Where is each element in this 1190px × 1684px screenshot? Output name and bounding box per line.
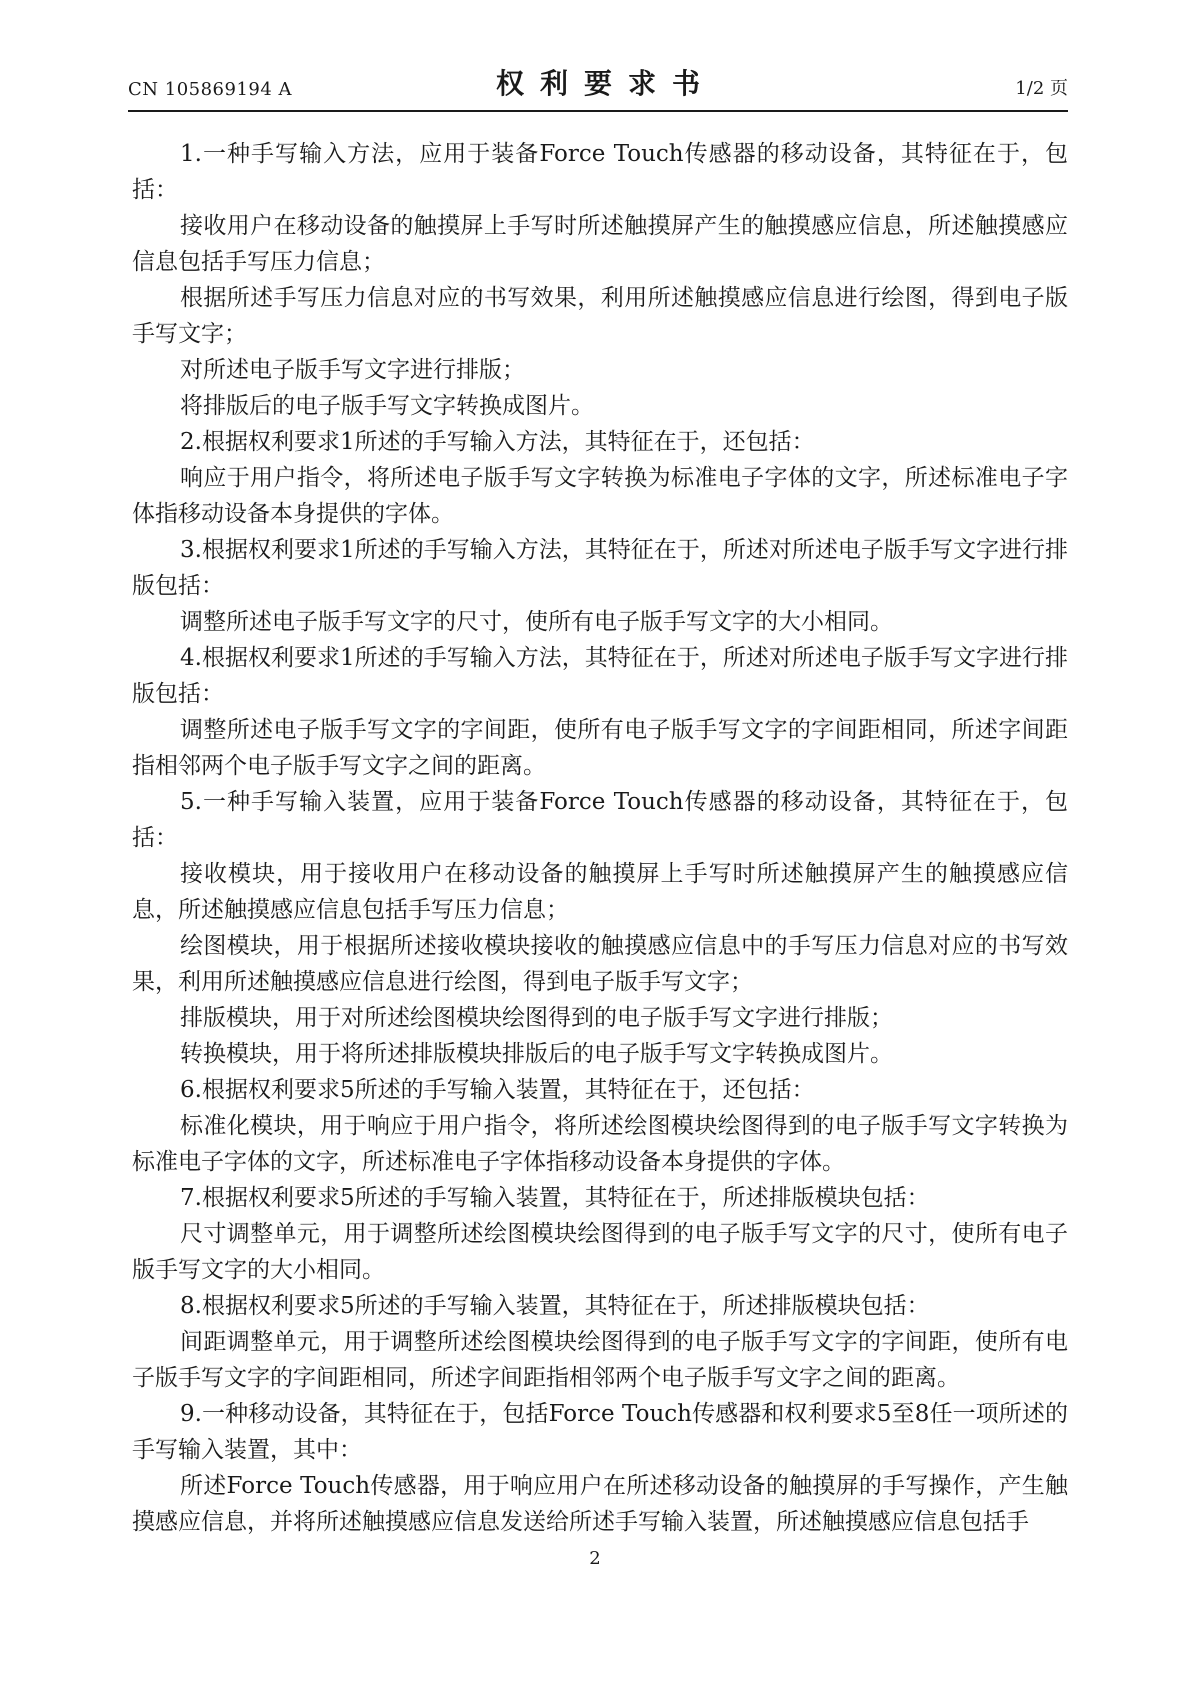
paragraph: 7.根据权利要求5所述的手写输入装置，其特征在于，所述排版模块包括： [180, 1185, 930, 1211]
paragraph: 5.一种手写输入装置，应用于装备Force Touch传感器的移动设备，其特征在于，包括： [132, 789, 1068, 851]
page-indicator: 1/2 页 [1015, 78, 1068, 99]
paragraph: 9.一种移动设备，其特征在于，包括Force Touch传感器和权利要求5至8任一项所述的手写输入装置，其中： [132, 1401, 1068, 1463]
paragraph: 接收用户在移动设备的触摸屏上手写时所述触摸屏产生的触摸感应信息，所述触摸感应信息包括手写压力信息； [132, 213, 1068, 275]
paragraph: 根据所述手写压力信息对应的书写效果，利用所述触摸感应信息进行绘图，得到电子版手写文字； [132, 285, 1068, 347]
paragraph: 2.根据权利要求1所述的手写输入方法，其特征在于，还包括： [180, 429, 815, 455]
paragraph: 间距调整单元，用于调整所述绘图模块绘图得到的电子版手写文字的字间距，使所有电子版手写文字的字间距相同，所述字间距指相邻两个电子版手写文字之间的距离。 [132, 1329, 1068, 1391]
paragraph: 4.根据权利要求1所述的手写输入方法，其特征在于，所述对所述电子版手写文字进行排版包括： [132, 645, 1068, 707]
paragraph: 转换模块，用于将所述排版模块排版后的电子版手写文字转换成图片。 [180, 1041, 893, 1067]
paragraph: 对所述电子版手写文字进行排版； [180, 357, 525, 383]
document-title: 权利要求书 [495, 67, 716, 100]
page-header [128, 58, 1068, 112]
page-number: 2 [589, 1548, 601, 1569]
publication-number: CN 105869194 A [128, 79, 293, 100]
paragraph: 将排版后的电子版手写文字转换成图片。 [180, 393, 594, 419]
paragraph: 所述Force Touch传感器，用于响应用户在所述移动设备的触摸屏的手写操作，产生触摸感应信息，并将所述触摸感应信息发送给所述手写输入装置，所述触摸感应信息包括手 [132, 1473, 1068, 1535]
paragraph: 标准化模块，用于响应于用户指令，将所述绘图模块绘图得到的电子版手写文字转换为标准电子字体的文字，所述标准电子字体指移动设备本身提供的字体。 [132, 1113, 1068, 1175]
paragraph: 8.根据权利要求5所述的手写输入装置，其特征在于，所述排版模块包括： [180, 1293, 930, 1319]
paragraph: 6.根据权利要求5所述的手写输入装置，其特征在于，还包括： [180, 1077, 815, 1103]
paragraph: 3.根据权利要求1所述的手写输入方法，其特征在于，所述对所述电子版手写文字进行排版包括： [132, 537, 1068, 599]
paragraph: 排版模块，用于对所述绘图模块绘图得到的电子版手写文字进行排版； [180, 1005, 893, 1031]
paragraph: 尺寸调整单元，用于调整所述绘图模块绘图得到的电子版手写文字的尺寸，使所有电子版手写文字的大小相同。 [132, 1221, 1068, 1283]
paragraph: 调整所述电子版手写文字的字间距，使所有电子版手写文字的字间距相同，所述字间距指相邻两个电子版手写文字之间的距离。 [132, 717, 1068, 779]
paragraph: 1.一种手写输入方法，应用于装备Force Touch传感器的移动设备，其特征在于，包括： [132, 141, 1068, 203]
paragraph: 响应于用户指令，将所述电子版手写文字转换为标准电子字体的文字，所述标准电子字体指移动设备本身提供的字体。 [132, 465, 1068, 527]
paragraph: 接收模块，用于接收用户在移动设备的触摸屏上手写时所述触摸屏产生的触摸感应信息，所述触摸感应信息包括手写压力信息； [132, 861, 1068, 923]
paragraph: 绘图模块，用于根据所述接收模块接收的触摸感应信息中的手写压力信息对应的书写效果，利用所述触摸感应信息进行绘图，得到电子版手写文字； [132, 933, 1068, 995]
claims-body [132, 136, 1068, 1540]
paragraph: 调整所述电子版手写文字的尺寸，使所有电子版手写文字的大小相同。 [180, 609, 893, 635]
